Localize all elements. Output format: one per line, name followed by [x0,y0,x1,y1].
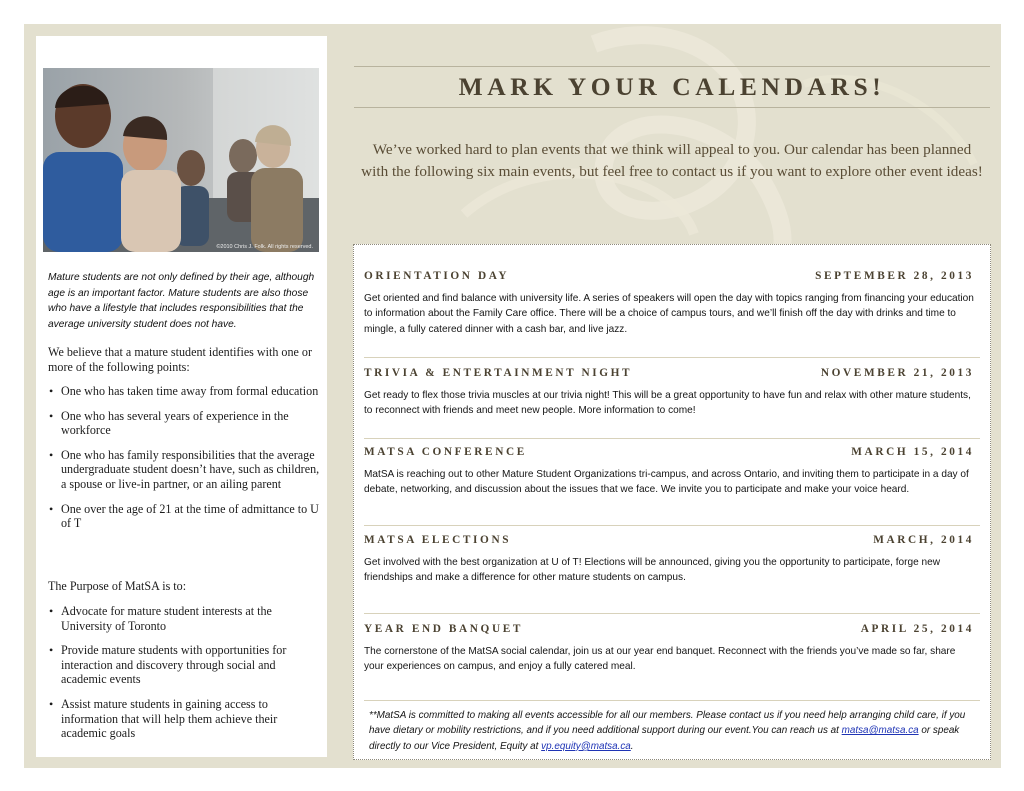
event-description: MatSA is reaching out to other Mature Student Organizations tri-campus, and across Ontario, and inviting them to participate in a day of debate, networking, and discussion about the issues that we face. We invite you to participate and make your voice heard. [364,469,969,496]
event-divider [364,613,980,614]
event-orientation-day [364,267,980,335]
list-item: • One over the age of 21 at the time of admittance to U of T [48,502,320,531]
beliefs-intro: We believe that a mature student identifies with one or more of the following points: [48,345,312,374]
note-text: . [630,740,634,752]
list-item: • One who has family responsibilities that the average undergraduate student doesn’t have, such as children, a spouse or live-in partner, or an ailing parent [48,448,320,492]
flyer-background [24,24,1001,768]
event-date: APRIL 25, 2014 [860,623,974,635]
list-item: • Assist mature students in gaining access to information that will help them achieve their academic goals [48,697,320,741]
event-date: NOVEMBER 21, 2013 [820,367,974,379]
beliefs-list [48,384,320,541]
event-trivia-night [364,364,980,417]
event-date: MARCH, 2014 [873,534,974,546]
event-title: MATSA CONFERENCE [364,446,527,458]
event-matsa-conference [364,443,980,496]
purpose-list [48,604,320,751]
event-divider [364,438,980,439]
email-link-matsa[interactable]: matsa@matsa.ca [841,725,919,737]
sidebar-panel [36,36,327,757]
event-title: YEAR END BANQUET [364,623,523,635]
event-description: The cornerstone of the MatSA social calendar, join us at our year end banquet. Reconnect with the friends you’ve made so far, share your experiences on campus, and enjoy a fully catered meal. [364,646,956,673]
list-item: • One who has taken time away from formal education [48,384,320,399]
list-item: • One who has several years of experience in the workforce [48,409,320,438]
event-year-end-banquet [364,620,980,673]
email-link-vp-equity[interactable]: vp.equity@matsa.ca [541,740,631,752]
event-divider [364,525,980,526]
list-item: • Provide mature students with opportunities for interaction and discovery through social and academic events [48,643,320,687]
event-divider [364,357,980,358]
classroom-photo [43,68,319,252]
event-description: Get involved with the best organization at U of T! Elections will be announced, giving you the opportunity to participate, forge new friendships and make a difference for other mature students on campus. [364,557,941,584]
purpose-intro: The Purpose of MatSA is to: [48,579,187,593]
event-matsa-elections [364,531,980,584]
accessibility-note [369,708,977,754]
event-title: TRIVIA & ENTERTAINMENT NIGHT [364,367,633,379]
event-title: ORIENTATION DAY [364,270,510,282]
note-text: or speak directly to our Vice President, Equity at [369,725,960,752]
event-title: MATSA ELECTIONS [364,534,512,546]
note-text: **MatSA is committed to making all events accessible for all our members. Please contact us if you need help arranging child care, if you have dietary or mobility restrictions, and if you need additional support during our event.You can reach us at [369,710,966,737]
title-rule-top [354,66,990,67]
event-description: Get oriented and find balance with university life. A series of speakers will open the day with topics ranging from financing your education to information about the Family Care office. There will be a choice of campus tours, and we’ll finish off the day with drinks and time to mingle, a fully catered dinner with a cash bar, and live jazz. [364,293,974,335]
event-divider [364,700,980,701]
event-date: SEPTEMBER 28, 2013 [815,270,974,282]
events-panel [353,244,991,760]
calendar-intro: We’ve worked hard to plan events that we think will appeal to you. Our calendar has been planned with the following six main events, but feel free to contact us if you want to explore other event ideas! [361,141,983,180]
photo-credit: ©2010 Chris J. Folk. All rights reserved. [216,244,313,250]
event-description: Get ready to flex those trivia muscles at our trivia night! This will be a great opportunity to have fun and relax with other mature students, to reconnect with friends and meet new people. More information to come! [364,390,971,417]
page-title: MARK YOUR CALENDARS! [458,72,886,101]
mature-student-definition: Mature students are not only defined by their age, although age is an important factor. Mature students are also those who have a lifestyle that includes responsibilities that the average university student does not have. [48,272,315,330]
event-date: MARCH 15, 2014 [851,446,974,458]
list-item: • Advocate for mature student interests at the University of Toronto [48,604,320,633]
title-rule-bottom [354,107,990,108]
